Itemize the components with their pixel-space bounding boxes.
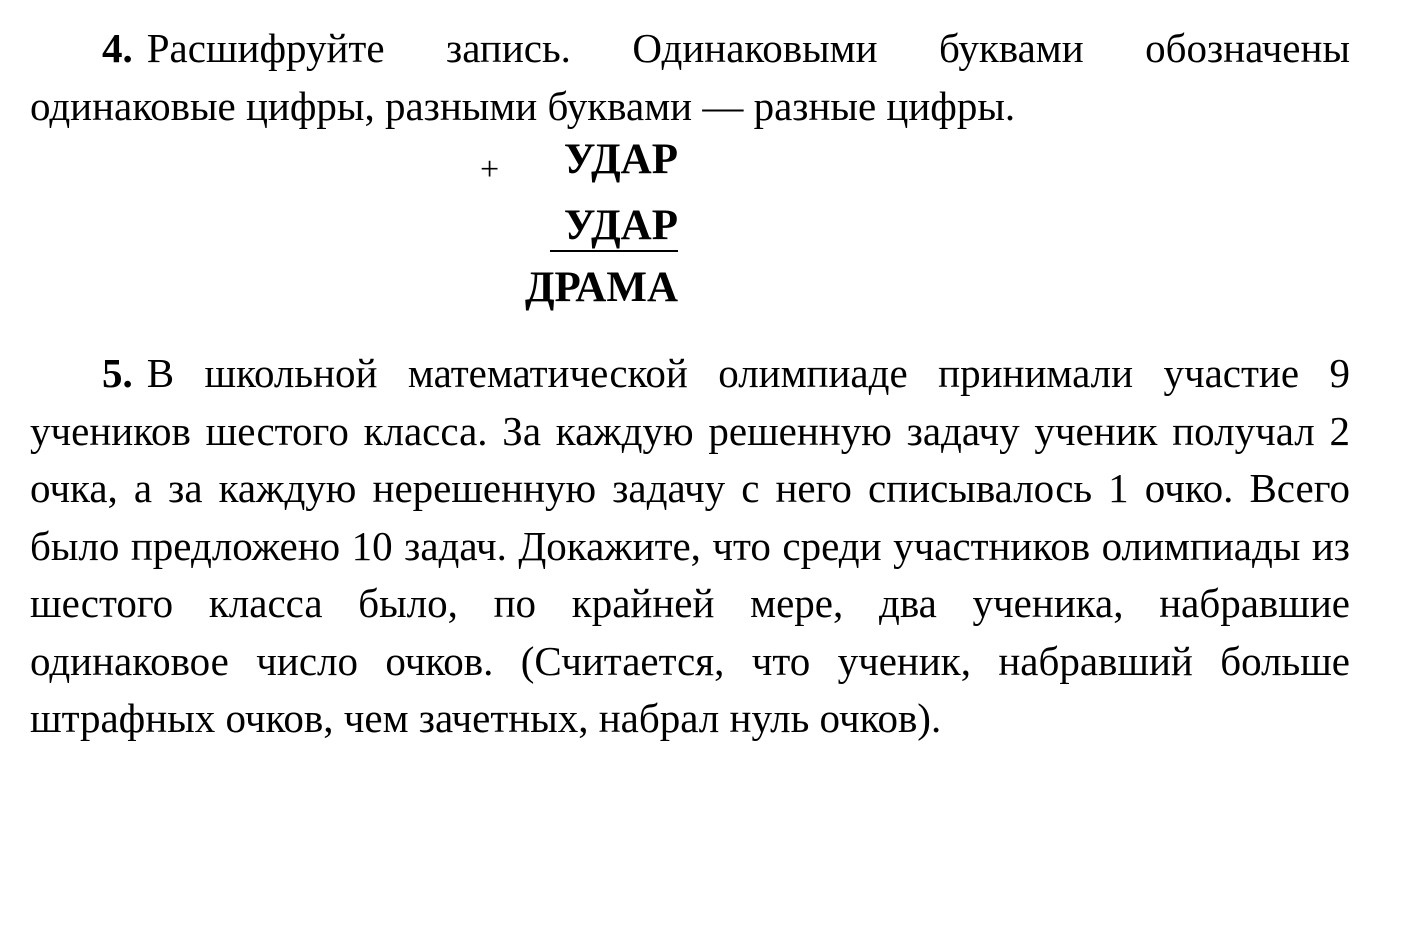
problem-4 <box>30 20 1350 135</box>
problem-4-paragraph <box>30 20 1350 135</box>
addend-2: УДАР <box>550 201 678 252</box>
problem-4-number: 4. <box>102 25 133 71</box>
plus-sign: + <box>480 151 500 188</box>
problem-5-text: В школьной математической олимпиаде принимали участие 9 учеников шестого класса. За каждую решенную задачу ученик получал 2 очка, а за каждую нерешенную задачу с него списывалось 1 очко. Всего было предложено 10 задач. Докажите, что среди участников олимпиады из шестого класса было, по крайней мере, два ученика, набравшие одинаковое число очков. (Считается, что ученик, набравший больше штрафных очков, чем зачетных, набрал нуль очков). <box>30 350 1350 741</box>
textbook-page <box>30 20 1350 748</box>
problem-5-number: 5. <box>102 350 133 396</box>
addend-1: УДАР <box>563 136 678 183</box>
problem-5 <box>30 345 1350 748</box>
problem-4-text: Расшифруйте запись. Одинаковыми буквами обозначены одинаковые цифры, разными буквами — разные цифры. <box>30 25 1350 129</box>
problem-5-paragraph <box>30 345 1350 748</box>
cryptarithm <box>30 135 1350 340</box>
sum: ДРАМА <box>524 264 678 311</box>
